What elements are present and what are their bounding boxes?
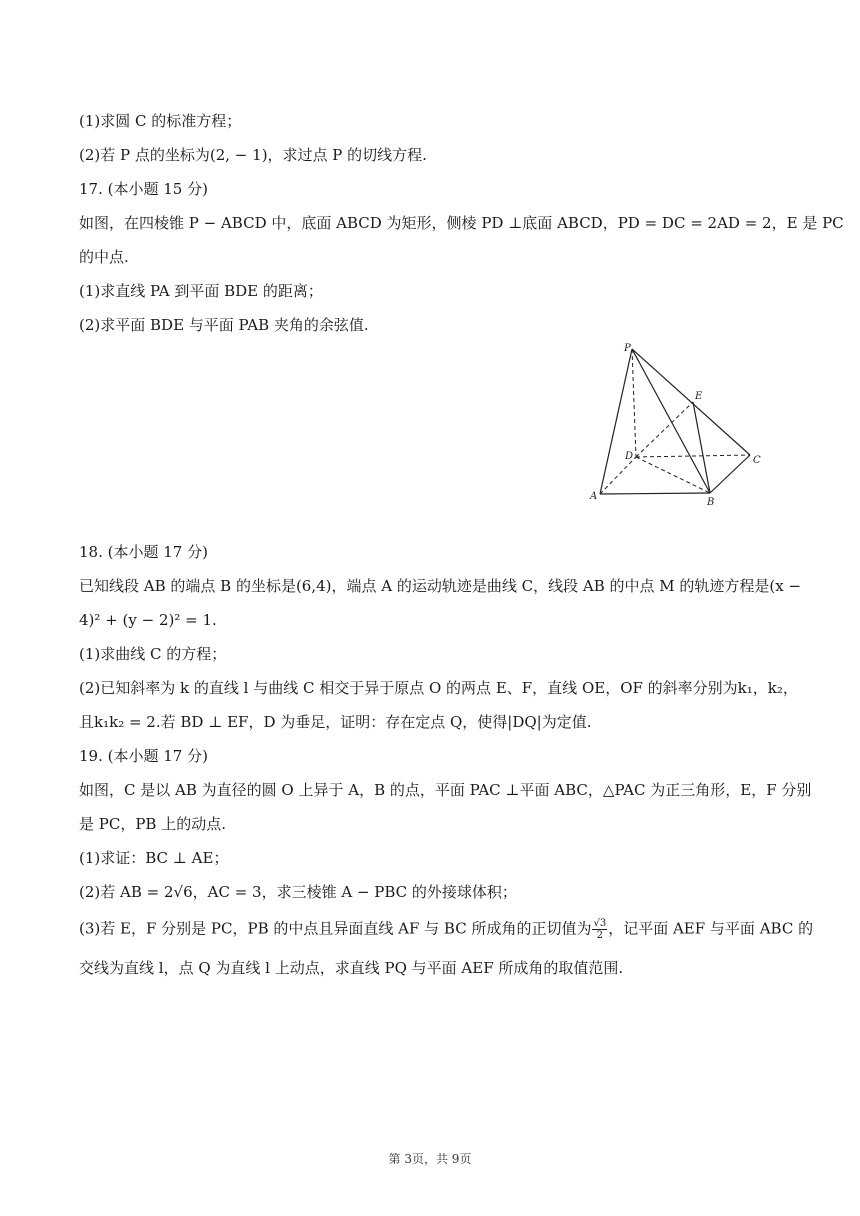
q19-title: 19. (本小题 17 分) [79, 747, 208, 765]
q19-stem-line1: 如图，C 是以 AB 为直径的圆 O 上异于 A，B 的点，平面 PAC ⊥平面 ABC，△PAC 为正三角形，E，F 分别 [79, 781, 812, 799]
edge-BC [710, 455, 750, 493]
fraction-denominator: 2 [596, 930, 604, 941]
label-P: P [624, 343, 631, 354]
q19-part3-line2: 交线为直线 l，点 Q 为直线 l 上动点，求直线 PQ 与平面 AEF 所成角的取值范围. [79, 959, 624, 977]
q18-part2-line2: 且k₁k₂ = 2.若 BD ⊥ EF，D 为垂足，证明：存在定点 Q，使得|DQ|为定值. [79, 713, 592, 731]
label-A: A [590, 491, 598, 502]
edge-PD [632, 349, 636, 457]
edge-EB [693, 402, 710, 493]
edge-AB [600, 493, 710, 494]
q16-part1: (1)求圆 C 的标准方程； [79, 112, 242, 130]
q17-stem-line2: 的中点. [79, 248, 129, 266]
q17-part2: (2)求平面 BDE 与平面 PAB 夹角的余弦值. [79, 316, 369, 334]
pyramid-figure [580, 338, 780, 510]
edge-DB [636, 457, 710, 493]
label-E: E [695, 391, 703, 402]
q18-stem-line1: 已知线段 AB 的端点 B 的坐标是(6,4)，端点 A 的运动轨迹是曲线 C，线段 AB 的中点 M 的轨迹方程是(x − [79, 577, 802, 595]
pyramid-diagram [580, 338, 780, 510]
q18-title: 18. (本小题 17 分) [79, 543, 208, 561]
q16-part2: (2)若 P 点的坐标为(2, − 1)，求过点 P 的切线方程. [79, 146, 427, 164]
q18-part1: (1)求曲线 C 的方程； [79, 645, 227, 663]
edge-DC [636, 455, 750, 457]
q19-part2: (2)若 AB = 2√6，AC = 3，求三棱锥 A − PBC 的外接球体积； [79, 883, 517, 901]
q18-stem-line2: 4)² + (y − 2)² = 1. [79, 611, 217, 629]
q17-stem-line1: 如图，在四棱锥 P − ABCD 中，底面 ABCD 为矩形，侧棱 PD ⊥底面 ABCD，PD = DC = 2AD = 2，E 是 PC [79, 214, 844, 232]
q18-part2-line1: (2)已知斜率为 k 的直线 l 与曲线 C 相交于异于原点 O 的两点 E、F，直线 OE，OF 的斜率分别为k₁，k₂， [79, 679, 798, 697]
fraction-sqrt3-over-2 [592, 918, 607, 941]
fraction-numerator: √3 [593, 918, 607, 929]
q19-part3-line1 [79, 918, 814, 941]
q19-stem-line2: 是 PC，PB 上的动点. [79, 815, 226, 833]
edge-PA [600, 349, 632, 494]
q17-part1: (1)求直线 PA 到平面 BDE 的距离； [79, 282, 323, 300]
label-B: B [707, 497, 715, 508]
edge-PC [632, 349, 750, 455]
q19-part3-text-b: ，记平面 AEF 与平面 ABC 的 [608, 919, 814, 938]
q19-part1: (1)求证：BC ⊥ AE； [79, 849, 229, 867]
edge-AD [600, 457, 636, 494]
q19-part3-text-a: (3)若 E，F 分别是 PC，PB 的中点且异面直线 AF 与 BC 所成角的正切值为 [79, 919, 592, 938]
label-C: C [753, 455, 761, 466]
page-footer: 第 3页，共 9页 [388, 1152, 472, 1166]
edge-PB [632, 349, 710, 493]
q17-title: 17. (本小题 15 分) [79, 180, 208, 198]
label-D: D [625, 451, 634, 462]
